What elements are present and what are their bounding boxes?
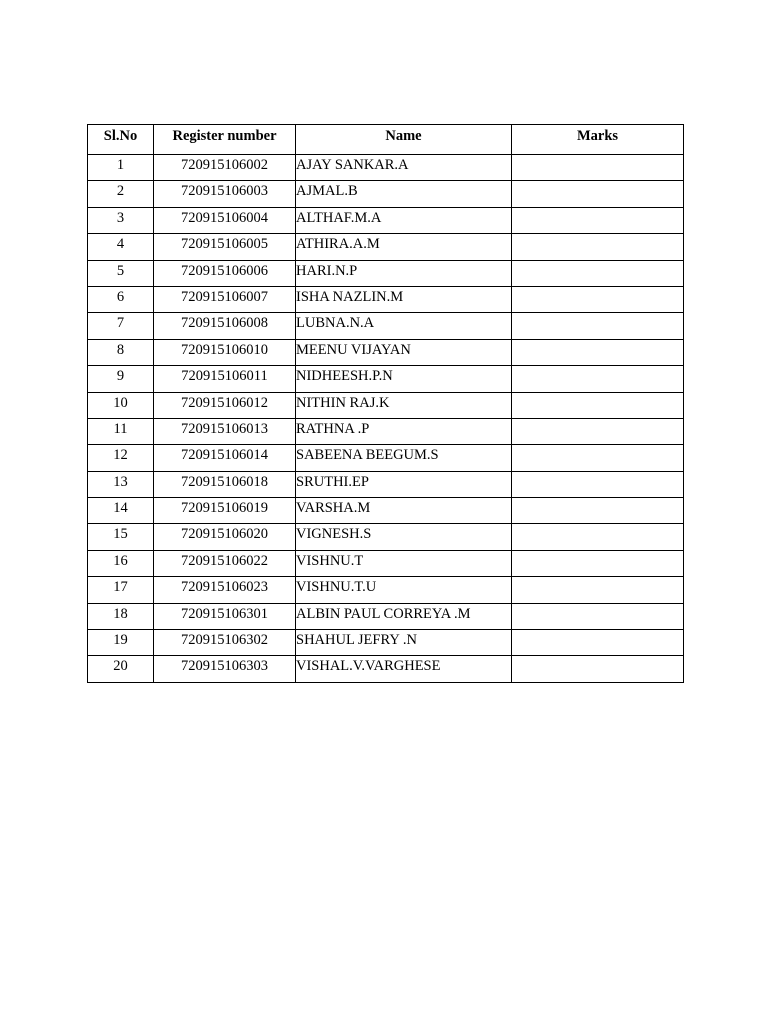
cell-slno: 14 (88, 498, 154, 524)
cell-marks (512, 577, 684, 603)
cell-name: HARI.N.P (296, 260, 512, 286)
cell-marks (512, 155, 684, 181)
cell-slno: 10 (88, 392, 154, 418)
header-register-number: Register number (154, 125, 296, 155)
cell-name: ALBIN PAUL CORREYA .M (296, 603, 512, 629)
table-row (88, 524, 684, 550)
cell-slno: 12 (88, 445, 154, 471)
cell-marks (512, 603, 684, 629)
cell-name: SABEENA BEEGUM.S (296, 445, 512, 471)
cell-slno: 20 (88, 656, 154, 682)
cell-marks (512, 366, 684, 392)
cell-register-number: 720915106008 (154, 313, 296, 339)
header-row (88, 125, 684, 155)
cell-name: ALTHAF.M.A (296, 207, 512, 233)
cell-slno: 3 (88, 207, 154, 233)
cell-name: VARSHA.M (296, 498, 512, 524)
table-row (88, 418, 684, 444)
cell-register-number: 720915106002 (154, 155, 296, 181)
cell-marks (512, 207, 684, 233)
table-row (88, 313, 684, 339)
cell-marks (512, 656, 684, 682)
table-row (88, 339, 684, 365)
cell-register-number: 720915106303 (154, 656, 296, 682)
cell-name: RATHNA .P (296, 418, 512, 444)
cell-marks (512, 339, 684, 365)
cell-name: ISHA NAZLIN.M (296, 286, 512, 312)
cell-marks (512, 524, 684, 550)
student-marks-table (87, 124, 684, 683)
cell-register-number: 720915106020 (154, 524, 296, 550)
cell-register-number: 720915106012 (154, 392, 296, 418)
cell-name: AJMAL.B (296, 181, 512, 207)
cell-register-number: 720915106014 (154, 445, 296, 471)
cell-name: VISHNU.T.U (296, 577, 512, 603)
cell-slno: 8 (88, 339, 154, 365)
cell-slno: 7 (88, 313, 154, 339)
cell-register-number: 720915106013 (154, 418, 296, 444)
cell-slno: 11 (88, 418, 154, 444)
header-name: Name (296, 125, 512, 155)
cell-register-number: 720915106022 (154, 550, 296, 576)
table-row (88, 155, 684, 181)
table-row (88, 286, 684, 312)
cell-name: VISHNU.T (296, 550, 512, 576)
cell-register-number: 720915106004 (154, 207, 296, 233)
cell-name: NITHIN RAJ.K (296, 392, 512, 418)
cell-name: NIDHEESH.P.N (296, 366, 512, 392)
cell-register-number: 720915106005 (154, 234, 296, 260)
cell-marks (512, 630, 684, 656)
table-row (88, 630, 684, 656)
cell-name: SHAHUL JEFRY .N (296, 630, 512, 656)
cell-register-number: 720915106010 (154, 339, 296, 365)
cell-name: SRUTHI.EP (296, 471, 512, 497)
table-body (88, 155, 684, 683)
cell-slno: 13 (88, 471, 154, 497)
table-row (88, 656, 684, 682)
cell-marks (512, 498, 684, 524)
table-row (88, 498, 684, 524)
cell-slno: 6 (88, 286, 154, 312)
cell-marks (512, 392, 684, 418)
cell-register-number: 720915106019 (154, 498, 296, 524)
cell-register-number: 720915106011 (154, 366, 296, 392)
cell-register-number: 720915106023 (154, 577, 296, 603)
cell-register-number: 720915106007 (154, 286, 296, 312)
cell-register-number: 720915106302 (154, 630, 296, 656)
cell-slno: 15 (88, 524, 154, 550)
cell-marks (512, 286, 684, 312)
cell-name: LUBNA.N.A (296, 313, 512, 339)
table-row (88, 445, 684, 471)
cell-slno: 5 (88, 260, 154, 286)
table-row (88, 471, 684, 497)
cell-name: VISHAL.V.VARGHESE (296, 656, 512, 682)
table-row (88, 260, 684, 286)
cell-slno: 2 (88, 181, 154, 207)
table-row (88, 366, 684, 392)
cell-marks (512, 550, 684, 576)
cell-name: VIGNESH.S (296, 524, 512, 550)
cell-name: AJAY SANKAR.A (296, 155, 512, 181)
cell-slno: 1 (88, 155, 154, 181)
table-row (88, 207, 684, 233)
table-row (88, 550, 684, 576)
table-row (88, 181, 684, 207)
cell-name: MEENU VIJAYAN (296, 339, 512, 365)
cell-register-number: 720915106003 (154, 181, 296, 207)
header-slno: Sl.No (88, 125, 154, 155)
cell-marks (512, 313, 684, 339)
cell-slno: 19 (88, 630, 154, 656)
cell-slno: 4 (88, 234, 154, 260)
cell-marks (512, 418, 684, 444)
cell-slno: 17 (88, 577, 154, 603)
cell-name: ATHIRA.A.M (296, 234, 512, 260)
cell-slno: 16 (88, 550, 154, 576)
cell-marks (512, 471, 684, 497)
header-marks: Marks (512, 125, 684, 155)
table-header (88, 125, 684, 155)
cell-register-number: 720915106018 (154, 471, 296, 497)
table-row (88, 392, 684, 418)
cell-marks (512, 445, 684, 471)
cell-register-number: 720915106006 (154, 260, 296, 286)
cell-slno: 18 (88, 603, 154, 629)
cell-register-number: 720915106301 (154, 603, 296, 629)
cell-slno: 9 (88, 366, 154, 392)
cell-marks (512, 234, 684, 260)
table-row (88, 603, 684, 629)
cell-marks (512, 181, 684, 207)
table-row (88, 577, 684, 603)
cell-marks (512, 260, 684, 286)
table-row (88, 234, 684, 260)
